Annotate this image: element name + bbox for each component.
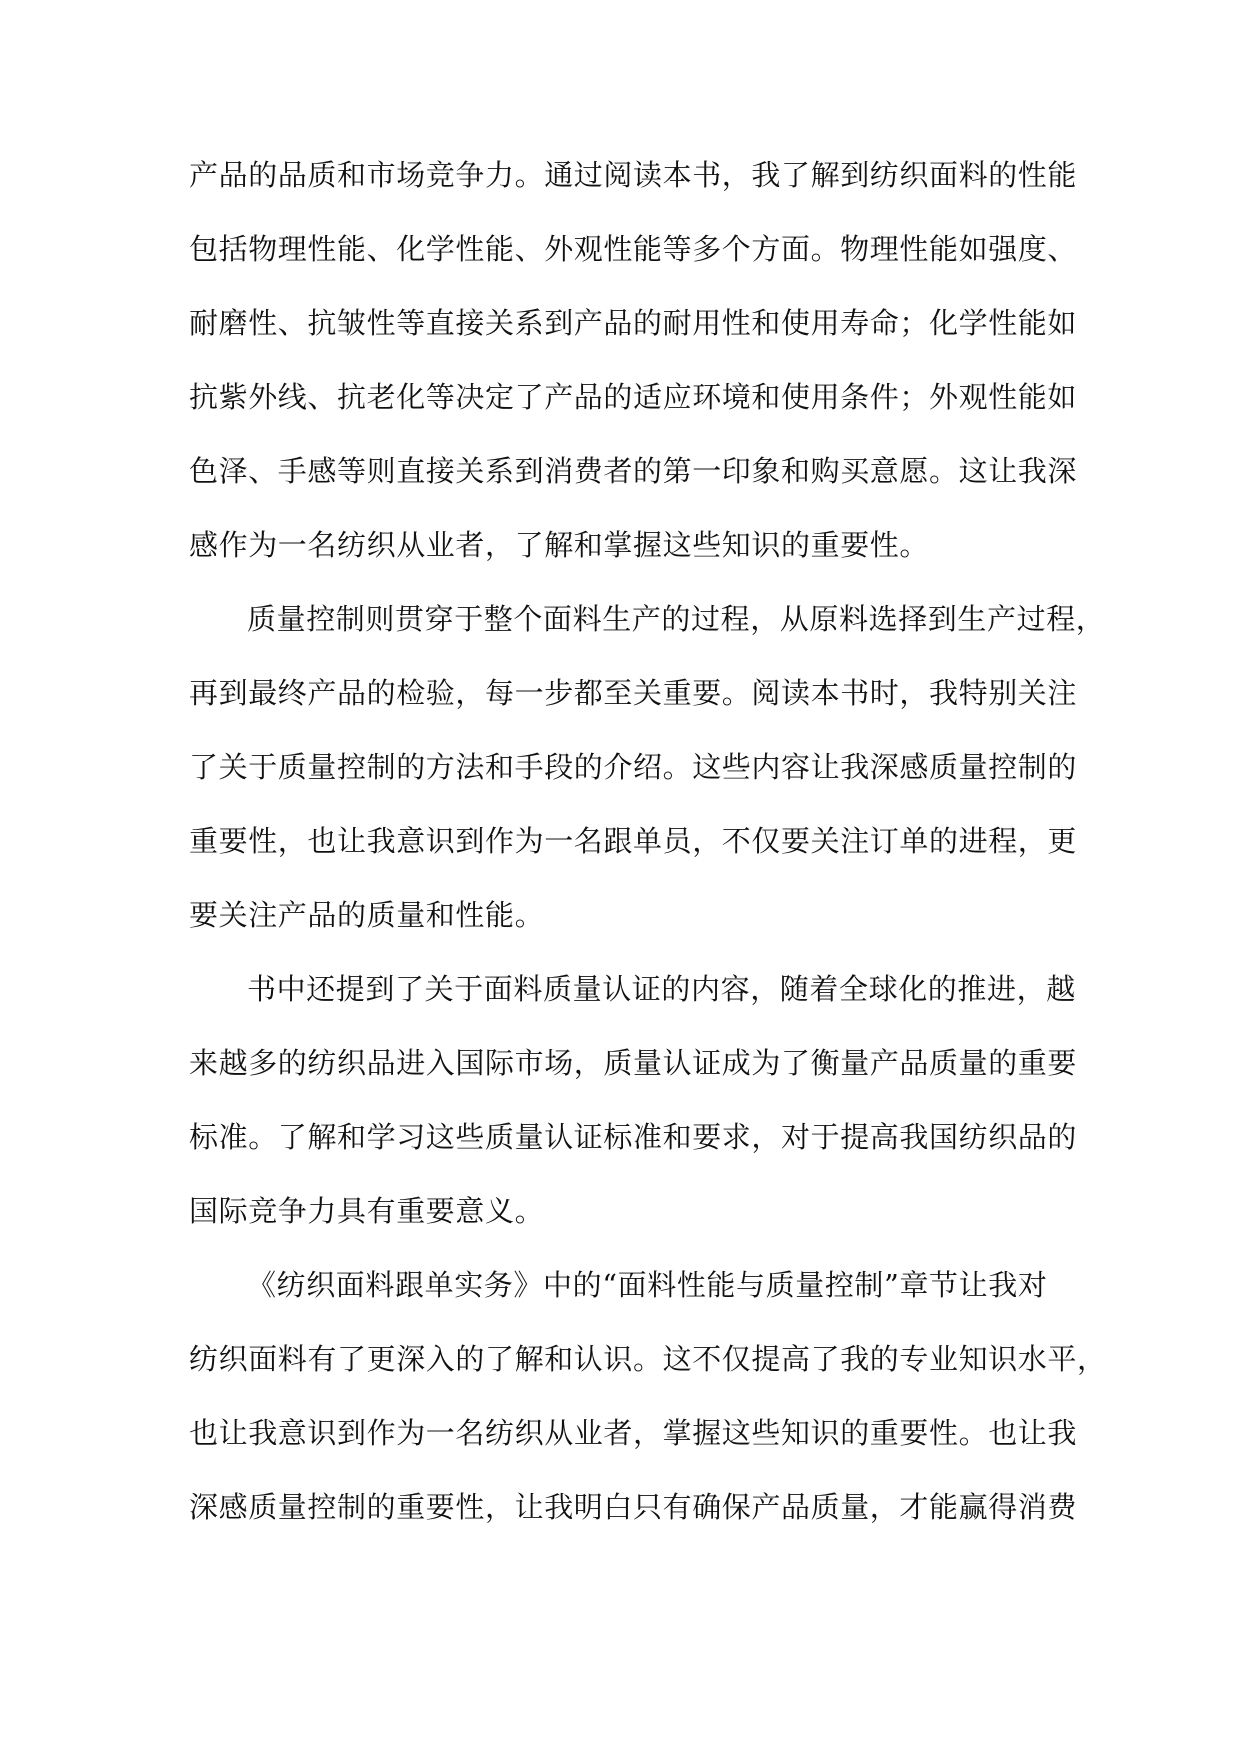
paragraph-start-line: 《纺织面料跟单实务》中的“面料性能与质量控制”章节让我对 xyxy=(247,1268,1048,1302)
text-line: 色泽、手感等则直接关系到消费者的第一印象和购买意愿。这让我深 xyxy=(189,454,1078,488)
text-line: 再到最终产品的检验，每一步都至关重要。阅读本书时，我特别关注 xyxy=(189,676,1078,710)
paragraph-start-line: 书中还提到了关于面料质量认证的内容，随着全球化的推进，越 xyxy=(247,972,1076,1006)
text-line: 耐磨性、抗皱性等直接关系到产品的耐用性和使用寿命；化学性能如 xyxy=(189,306,1078,340)
text-line: 要关注产品的质量和性能。 xyxy=(189,898,545,932)
text-line: 国际竞争力具有重要意义。 xyxy=(189,1194,545,1228)
text-line: 抗紫外线、抗老化等决定了产品的适应环境和使用条件；外观性能如 xyxy=(189,380,1078,414)
text-line: 也让我意识到作为一名纺织从业者，掌握这些知识的重要性。也让我 xyxy=(189,1416,1078,1450)
text-line: 来越多的纺织品进入国际市场，质量认证成为了衡量产品质量的重要 xyxy=(189,1046,1078,1080)
body-text xyxy=(189,138,1107,1544)
text-line: 纺织面料有了更深入的了解和认识。这不仅提高了我的专业知识水平， xyxy=(189,1342,1107,1376)
text-line: 感作为一名纺织从业者，了解和掌握这些知识的重要性。 xyxy=(189,528,930,562)
text-line: 标准。了解和学习这些质量认证标准和要求，对于提高我国纺织品的 xyxy=(189,1120,1078,1154)
text-line: 深感质量控制的重要性，让我明白只有确保产品质量，才能赢得消费 xyxy=(189,1490,1078,1524)
paragraph-start-line: 质量控制则贯穿于整个面料生产的过程，从原料选择到生产过程， xyxy=(247,602,1106,636)
text-line: 包括物理性能、化学性能、外观性能等多个方面。物理性能如强度、 xyxy=(189,232,1078,266)
text-line: 重要性，也让我意识到作为一名跟单员，不仅要关注订单的进程，更 xyxy=(189,824,1078,858)
text-line: 了关于质量控制的方法和手段的介绍。这些内容让我深感质量控制的 xyxy=(189,750,1078,784)
text-line: 产品的品质和市场竞争力。通过阅读本书，我了解到纺织面料的性能 xyxy=(189,158,1078,192)
